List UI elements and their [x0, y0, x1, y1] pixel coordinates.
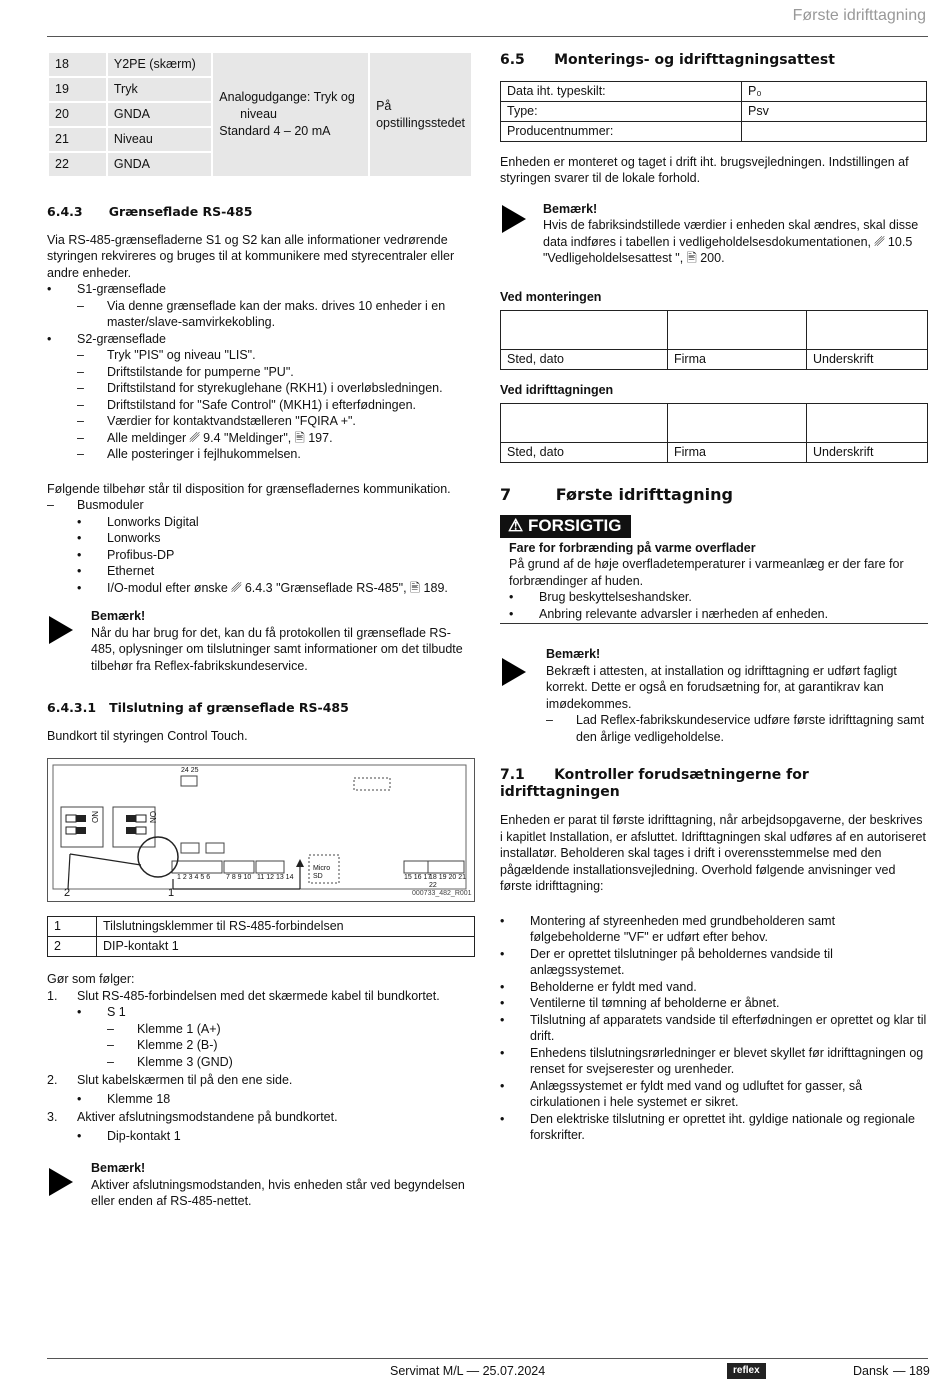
note-text: Bekræft i attesten, at installation og idrifttagning er udført fagligt korrekt. Dette er også en forudsætning for, at garantikrav kan imødekommes. — [546, 663, 897, 711]
list-item: • Lonworks — [77, 531, 161, 545]
table-cell: Y2PE (skærm) — [107, 52, 212, 77]
table-cell: Firma — [668, 350, 807, 370]
signature-cell[interactable] — [501, 311, 668, 350]
dip-on-label: ON — [148, 811, 157, 823]
paragraph: Enheden er monteret og taget i drift iht. brugsvejledningen. Indstillingen af styringen svarer til de lokale forhold. — [500, 154, 909, 185]
footer-page-number: — 189 — [893, 1364, 930, 1378]
signature-cell[interactable] — [807, 311, 928, 350]
header-rule — [47, 36, 928, 37]
list-item: • S2-grænseflade — [47, 331, 166, 346]
table-cell: DIP-kontakt 1 — [97, 937, 475, 957]
pin-label: 24 25 — [181, 767, 199, 774]
note-title: Bemærk! — [91, 1161, 146, 1175]
table-cell-location: På opstillingsstedet — [369, 52, 472, 177]
list-item: – Klemme 1 (A+) — [107, 1021, 221, 1036]
brand-logo: reflex — [727, 1363, 766, 1379]
table-cell: GNDA — [107, 152, 212, 177]
list-item: • Dip-kontakt 1 — [77, 1128, 181, 1143]
note-title: Bemærk! — [91, 609, 146, 623]
sd-card-icon: Micro SD — [313, 865, 331, 880]
list-item: • Profibus-DP — [77, 547, 175, 562]
note-text: Aktiver afslutningsmodstanden, hvis enheden står ved begyndelsen eller enden af RS-485-nettet. — [91, 1177, 465, 1208]
section-heading-7-1 — [500, 767, 928, 800]
section-number: 7.1 — [500, 767, 525, 783]
arrow-right-icon — [49, 1168, 73, 1196]
table-cell: Tryk — [107, 77, 212, 102]
step-item: 2. Slut kabelskærmen til på den ene side. — [47, 1073, 293, 1087]
section-number: 6.4.3 — [47, 204, 83, 219]
list-item: • S1-grænseflade — [47, 282, 166, 296]
footer-rule — [47, 1358, 928, 1359]
page-header-title: Første idrifttagning — [792, 7, 926, 24]
signature-cell[interactable] — [501, 404, 668, 443]
list-item[interactable]: • I/O-modul efter ønske ␥ 6.4.3 "Grænseflade RS-485", 🖹 189. — [77, 580, 448, 595]
section-title: Grænseflade RS-485 — [108, 204, 253, 219]
step-item: 3. Aktiver afslutningsmodstandene på bundkortet. — [47, 1110, 338, 1124]
list-item: – Via denne grænseflade kan der maks. drives 10 enheder i en master/slave-samvirkekobling. — [77, 298, 446, 329]
warning-title: Fare for forbrænding på varme overflader — [509, 540, 756, 555]
signature-cell[interactable] — [807, 404, 928, 443]
note-text: Hvis de fabriksindstillede værdier i enheden skal ændres, skal disse data indføres i tabellen i vedligeholdelsesdokumentationen, ␥ 10.5 "Vedligeholdelsesattest ", 🖹 200. — [543, 218, 919, 265]
warning-rule — [500, 623, 928, 624]
paragraph: Via RS-485-grænsefladerne S1 og S2 kan alle informationer vedrørende styringen rekvireres og bruges til at kommunikere med styrecentraler eller andre enheder. — [47, 232, 455, 280]
section-title: Tilslutning af grænseflade RS-485 — [109, 700, 349, 715]
section-heading-6-4-3-1 — [47, 700, 475, 717]
step-item: 1. Slut RS-485-forbindelsen med det skærmede kabel til bundkortet. — [47, 988, 440, 1003]
note-block — [47, 608, 475, 674]
warning-triangle-icon: ⚠ — [508, 516, 524, 535]
table-cell: Underskrift — [807, 443, 928, 463]
list-item: • Den elektriske tilslutning er oprettet iht. gyldige nationale og regionale forskrifter. — [500, 1111, 915, 1142]
section-number: 7 — [500, 484, 512, 504]
table-cell: 1 — [48, 917, 97, 937]
right-column — [500, 52, 928, 1144]
paragraph: Gør som følger: — [47, 972, 135, 986]
warning-text: På grund af de høje overfladetemperaturer i varmeanlæg er der fare for forbrændinger af huden. — [509, 557, 904, 588]
list-item: – Klemme 3 (GND) — [107, 1054, 233, 1069]
list-item: • Der er oprettet tilslutninger på beholdernes vandside til anlægssystemet. — [500, 946, 833, 977]
table-cell: 22 — [48, 152, 107, 177]
pin-label: 18 19 20 21 22 — [429, 874, 466, 889]
pin-label: 7 8 9 10 — [226, 874, 252, 881]
signature-cell[interactable] — [668, 404, 807, 443]
list-item: • Montering af styreenheden med grundbeholderen samt følgebeholderne "VF" er udført efter behov. — [500, 913, 836, 944]
list-item: • Lonworks Digital — [77, 514, 199, 529]
table-cell: 21 — [48, 127, 107, 152]
list-item: – Tryk "PIS" og niveau "LIS". — [77, 348, 256, 362]
list-item: • S 1 — [77, 1005, 126, 1019]
table-cell: Firma — [668, 443, 807, 463]
left-column — [47, 51, 475, 1210]
section-number: 6.4.3.1 — [47, 700, 97, 715]
paragraph: Enheden er parat til første idrifttagning, når arbejdsopgaverne, der beskrives i kapitlet Installation, er afsluttet. Idrifttagningen skal udføres af en autoriseret installatør. Beholderen skal tages i drift i overensstemmelse med den pågældende installationsvejledning. Overhold følgende anvisninger ved første idrifttagning: — [500, 813, 926, 893]
pin-label: 1 2 3 4 5 6 — [177, 874, 211, 881]
list-item: – Lad Reflex-fabrikskundeservice udføre første idrifttagning samt den årlige vedligeholdelse. — [546, 713, 925, 744]
table-cell: Sted, dato — [501, 350, 668, 370]
checklist — [500, 913, 928, 1144]
table-cell: 2 — [48, 937, 97, 957]
warning-badge: ⚠ FORSIGTIG — [500, 515, 631, 538]
table-cell: GNDA — [107, 102, 212, 127]
mounting-signature-table — [500, 310, 928, 370]
callout-1: 1 — [168, 887, 175, 899]
table-cell: 19 — [48, 77, 107, 102]
legend-table — [47, 916, 475, 957]
note-title: Bemærk! — [543, 201, 598, 216]
section-number: 6.5 — [500, 52, 525, 68]
note-text: Når du har brug for det, kan du få protokollen til grænseflade RS-485, oplysninger om tilslutninger samt informationer om det tilbudte tilbehør fra Reflex-fabrikskundeservice. — [91, 625, 463, 673]
list-item: • Beholderne er fyldt med vand. — [500, 979, 697, 994]
section-title: Kontroller forudsætningerne for idrifttagningen — [500, 767, 809, 800]
note-title: Bemærk! — [546, 647, 601, 661]
list-item: • Brug beskyttelseshandsker. — [509, 590, 692, 604]
typeplate-table — [500, 81, 927, 142]
section-heading-6-4-3 — [47, 204, 475, 221]
footer-language: Dansk — [853, 1364, 889, 1378]
table-cell-desc: Analogudgange: Tryk og niveau Standard 4 – 20 mA — [212, 52, 369, 177]
table-cell: Tilslutningsklemmer til RS-485-forbindelsen — [97, 917, 475, 937]
table-cell: P₀ — [742, 81, 927, 101]
figure-code: 000733_482_R001 — [412, 890, 472, 897]
subheading-mounting: Ved monteringen — [500, 289, 602, 304]
arrow-right-icon — [49, 616, 73, 644]
table-cell: Type: — [501, 101, 742, 121]
table-cell: Niveau — [107, 127, 212, 152]
section-heading-6-5 — [500, 52, 928, 69]
table-cell — [742, 121, 927, 141]
circuit-board-figure — [47, 758, 475, 902]
list-item: • Enhedens tilslutningsrørledninger er blevet skyllet før idrifttagningen og renset for svejserester og urenheder. — [500, 1045, 924, 1076]
table-cell: Data iht. typeskilt: — [501, 81, 742, 101]
callout-2: 2 — [64, 887, 71, 899]
list-item: – Driftstilstand for styrekuglehane (RKH1) i overløbsledningen. — [77, 381, 443, 395]
list-item: • Ventilerne til tømning af beholderne er åbnet. — [500, 996, 780, 1010]
arrow-right-icon — [502, 205, 526, 233]
pin-label: 15 16 17 — [404, 874, 432, 881]
list-item: • Ethernet — [77, 564, 155, 578]
paragraph: Følgende tilbehør står til disposition for grænsefladernes kommunikation. — [47, 481, 451, 496]
pin-label: 11 12 13 14 — [257, 874, 294, 881]
dip-on-label: ON — [91, 811, 100, 823]
table-cell: Underskrift — [807, 350, 928, 370]
list-item: • Anbring relevante advarsler i nærheden af enheden. — [509, 606, 829, 621]
warning-label — [500, 515, 928, 538]
commissioning-signature-table — [500, 403, 928, 463]
list-item: – Driftstilstande for pumperne "PU". — [77, 364, 294, 379]
subheading-commissioning: Ved idrifttagningen — [500, 382, 614, 397]
arrow-right-icon — [502, 658, 526, 686]
table-cell: 18 — [48, 52, 107, 77]
note-block — [500, 201, 928, 267]
analog-output-table — [47, 51, 473, 178]
note-block — [47, 1160, 475, 1210]
list-item: – Værdier for kontaktvandstælleren "FQIRA +". — [77, 414, 356, 428]
paragraph: Bundkort til styringen Control Touch. — [47, 728, 248, 743]
table-cell: Sted, dato — [501, 443, 668, 463]
list-item: – Driftstilstand for "Safe Control" (MKH1) i efterfødningen. — [77, 397, 416, 412]
list-item: • Klemme 18 — [77, 1091, 171, 1106]
table-cell: Producentnummer: — [501, 121, 742, 141]
section-title: Første idrifttagning — [555, 484, 733, 504]
note-block — [500, 646, 928, 745]
section-title: Monterings- og idrifttagningsattest — [554, 52, 835, 68]
section-heading-7 — [500, 484, 928, 504]
list-item[interactable]: – Alle meldinger ␥ 9.4 "Meldinger", 🖹 197. — [77, 430, 333, 445]
signature-cell[interactable] — [668, 311, 807, 350]
list-item: – Alle posteringer i fejlhukommelsen. — [77, 447, 301, 461]
footer-doc: Servimat M/L — 25.07.2024 — [390, 1364, 546, 1378]
list-item: • Anlægssystemet er fyldt med vand og udluftet for gasser, så cirkulationen i hele systemet er sikret. — [500, 1078, 863, 1109]
list-item: – Busmoduler — [47, 498, 144, 512]
list-item: • Tilslutning af apparatets vandside til efterfødningen er oprettet og klar til drift. — [500, 1012, 927, 1043]
table-cell: 20 — [48, 102, 107, 127]
list-item: – Klemme 2 (B-) — [107, 1038, 218, 1052]
table-cell: Psv — [742, 101, 927, 121]
warning-body — [500, 540, 928, 623]
